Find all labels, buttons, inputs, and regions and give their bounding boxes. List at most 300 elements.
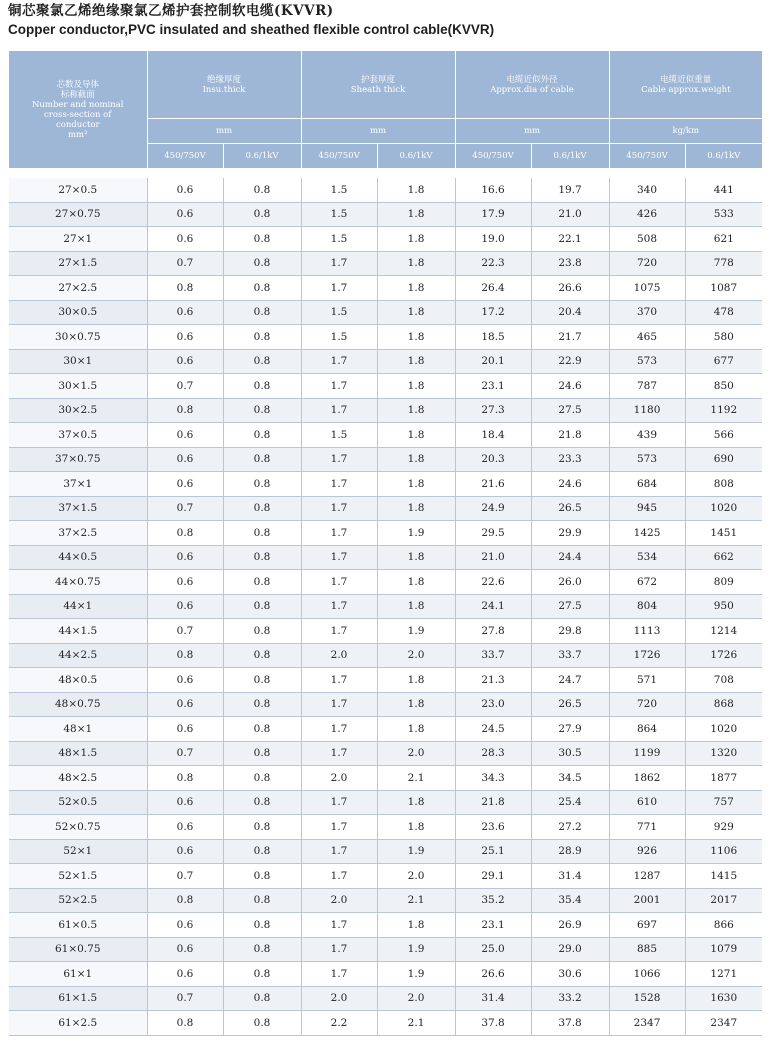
- table-row: [9, 178, 762, 202]
- table-cell: 1.8: [377, 447, 455, 472]
- table-cell: 26.4: [455, 276, 531, 301]
- table-cell: 21.3: [455, 668, 531, 693]
- table-cell: 0.8: [223, 839, 301, 864]
- table-cell: 26.5: [531, 496, 609, 521]
- row-core-section: 27×0.5: [9, 178, 147, 202]
- table-cell: 1.8: [377, 178, 455, 202]
- table-row: [9, 741, 762, 766]
- table-cell: 720: [609, 251, 685, 276]
- table-cell: 571: [609, 668, 685, 693]
- table-cell: 1.7: [301, 570, 377, 595]
- header-core-section: [9, 51, 147, 169]
- table-cell: 1075: [609, 276, 685, 301]
- table-cell: 1320: [685, 741, 762, 766]
- table-cell: 690: [685, 447, 762, 472]
- table-cell: 0.8: [223, 276, 301, 301]
- cable-spec-table-wrapper: [9, 51, 762, 1036]
- table-row: [9, 472, 762, 497]
- table-cell: 1726: [685, 643, 762, 668]
- row-core-section: 52×0.5: [9, 790, 147, 815]
- table-row: [9, 300, 762, 325]
- table-row: [9, 227, 762, 252]
- table-cell: 1877: [685, 766, 762, 791]
- table-row: [9, 251, 762, 276]
- table-row: [9, 423, 762, 448]
- table-cell: 0.8: [223, 937, 301, 962]
- table-cell: 809: [685, 570, 762, 595]
- table-cell: 0.6: [147, 545, 223, 570]
- table-cell: 0.7: [147, 619, 223, 644]
- table-cell: 2347: [685, 1011, 762, 1036]
- table-cell: 0.8: [223, 398, 301, 423]
- table-row: [9, 1011, 762, 1036]
- row-core-section: 48×1: [9, 717, 147, 742]
- table-cell: 1.5: [301, 300, 377, 325]
- table-row: [9, 202, 762, 227]
- header-unit-sheath: mm: [301, 119, 455, 144]
- table-row: [9, 668, 762, 693]
- table-cell: 441: [685, 178, 762, 202]
- table-cell: 0.8: [223, 717, 301, 742]
- header-voltage: 0.6/1kV: [377, 144, 455, 169]
- table-cell: 808: [685, 472, 762, 497]
- table-cell: 1.5: [301, 325, 377, 350]
- table-cell: 573: [609, 447, 685, 472]
- table-cell: 23.0: [455, 692, 531, 717]
- table-cell: 439: [609, 423, 685, 448]
- table-cell: 0.6: [147, 962, 223, 987]
- table-cell: 1066: [609, 962, 685, 987]
- table-cell: 677: [685, 349, 762, 374]
- table-row: [9, 962, 762, 987]
- table-cell: 23.1: [455, 374, 531, 399]
- table-cell: 1287: [609, 864, 685, 889]
- table-cell: 21.0: [455, 545, 531, 570]
- table-cell: 1214: [685, 619, 762, 644]
- table-body: [9, 178, 762, 1035]
- table-cell: 2.1: [377, 888, 455, 913]
- table-row: [9, 717, 762, 742]
- table-cell: 1113: [609, 619, 685, 644]
- table-cell: 1.7: [301, 692, 377, 717]
- row-core-section: 52×0.75: [9, 815, 147, 840]
- table-cell: 25.1: [455, 839, 531, 864]
- page-title-english: Copper conductor,PVC insulated and sheathed flexible control cable(KVVR): [8, 22, 495, 37]
- table-cell: 1862: [609, 766, 685, 791]
- table-cell: 37.8: [455, 1011, 531, 1036]
- table-cell: 1.7: [301, 864, 377, 889]
- table-cell: 0.8: [147, 521, 223, 546]
- table-cell: 1.8: [377, 276, 455, 301]
- table-cell: 0.7: [147, 986, 223, 1011]
- table-cell: 1271: [685, 962, 762, 987]
- table-cell: 2017: [685, 888, 762, 913]
- table-cell: 0.8: [223, 962, 301, 987]
- table-cell: 426: [609, 202, 685, 227]
- table-cell: 27.5: [531, 398, 609, 423]
- row-core-section: 37×0.75: [9, 447, 147, 472]
- table-cell: 25.0: [455, 937, 531, 962]
- table-cell: 465: [609, 325, 685, 350]
- table-cell: 29.9: [531, 521, 609, 546]
- row-core-section: 30×0.5: [9, 300, 147, 325]
- table-row: [9, 447, 762, 472]
- table-cell: 566: [685, 423, 762, 448]
- table-cell: 0.8: [223, 619, 301, 644]
- table-cell: 2.0: [377, 741, 455, 766]
- table-row: [9, 570, 762, 595]
- header-insulation-thickness: [147, 51, 301, 119]
- header-approx-weight: [609, 51, 762, 119]
- table-cell: 0.6: [147, 227, 223, 252]
- table-cell: 2.0: [301, 766, 377, 791]
- table-cell: 1020: [685, 496, 762, 521]
- table-cell: 610: [609, 790, 685, 815]
- table-cell: 1.7: [301, 668, 377, 693]
- table-cell: 37.8: [531, 1011, 609, 1036]
- header-approx-diameter: [455, 51, 609, 119]
- table-cell: 1.7: [301, 962, 377, 987]
- table-cell: 0.7: [147, 864, 223, 889]
- table-cell: 1.8: [377, 325, 455, 350]
- table-cell: 1.8: [377, 423, 455, 448]
- table-cell: 29.8: [531, 619, 609, 644]
- table-cell: 27.2: [531, 815, 609, 840]
- table-cell: 534: [609, 545, 685, 570]
- table-cell: 34.3: [455, 766, 531, 791]
- row-core-section: 44×1.5: [9, 619, 147, 644]
- table-row: [9, 594, 762, 619]
- header-weight-cn: 电缆近似重量: [660, 74, 712, 85]
- table-cell: 0.8: [223, 1011, 301, 1036]
- row-core-section: 27×2.5: [9, 276, 147, 301]
- table-cell: 21.7: [531, 325, 609, 350]
- row-core-section: 44×0.5: [9, 545, 147, 570]
- table-cell: 26.6: [531, 276, 609, 301]
- table-cell: 868: [685, 692, 762, 717]
- row-core-section: 52×1: [9, 839, 147, 864]
- row-core-section: 27×1.5: [9, 251, 147, 276]
- table-cell: 2.0: [377, 643, 455, 668]
- table-cell: 508: [609, 227, 685, 252]
- table-cell: 1.7: [301, 594, 377, 619]
- header-core-cn-1: 芯数及导体: [56, 79, 99, 90]
- table-cell: 1528: [609, 986, 685, 1011]
- table-cell: 1.8: [377, 815, 455, 840]
- table-cell: 33.7: [455, 643, 531, 668]
- table-cell: 0.8: [223, 447, 301, 472]
- table-cell: 0.6: [147, 839, 223, 864]
- table-cell: 22.1: [531, 227, 609, 252]
- table-cell: 804: [609, 594, 685, 619]
- table-cell: 573: [609, 349, 685, 374]
- row-core-section: 48×0.5: [9, 668, 147, 693]
- table-cell: 340: [609, 178, 685, 202]
- table-cell: 0.8: [147, 766, 223, 791]
- table-cell: 1.8: [377, 374, 455, 399]
- header-voltage: 0.6/1kV: [685, 144, 762, 169]
- table-cell: 0.8: [147, 888, 223, 913]
- page-title-chinese: 铜芯聚氯乙烯绝缘聚氯乙烯护套控制软电缆(KVVR): [8, 3, 334, 19]
- table-cell: 0.6: [147, 472, 223, 497]
- table-cell: 1.7: [301, 398, 377, 423]
- table-cell: 0.7: [147, 374, 223, 399]
- table-cell: 2001: [609, 888, 685, 913]
- table-row: [9, 325, 762, 350]
- table-cell: 0.8: [223, 864, 301, 889]
- table-cell: 22.9: [531, 349, 609, 374]
- table-cell: 1.8: [377, 496, 455, 521]
- table-cell: 697: [609, 913, 685, 938]
- table-cell: 21.0: [531, 202, 609, 227]
- table-cell: 0.6: [147, 815, 223, 840]
- table-cell: 0.6: [147, 717, 223, 742]
- table-cell: 1.7: [301, 619, 377, 644]
- header-core-en-1: Number and nominal: [31, 99, 124, 110]
- header-insulation-en: Insu.thick: [202, 84, 246, 95]
- table-cell: 0.8: [223, 521, 301, 546]
- table-cell: 0.6: [147, 913, 223, 938]
- table-row: [9, 864, 762, 889]
- table-row: [9, 815, 762, 840]
- table-cell: 2.0: [377, 986, 455, 1011]
- table-cell: 533: [685, 202, 762, 227]
- table-cell: 0.8: [223, 668, 301, 693]
- table-cell: 1.8: [377, 227, 455, 252]
- header-voltage: 450/750V: [609, 144, 685, 169]
- table-cell: 1425: [609, 521, 685, 546]
- row-core-section: 37×1.5: [9, 496, 147, 521]
- table-cell: 23.1: [455, 913, 531, 938]
- table-cell: 19.0: [455, 227, 531, 252]
- table-cell: 29.5: [455, 521, 531, 546]
- table-cell: 1.8: [377, 202, 455, 227]
- table-cell: 787: [609, 374, 685, 399]
- table-cell: 2.0: [377, 864, 455, 889]
- table-cell: 26.0: [531, 570, 609, 595]
- row-core-section: 48×1.5: [9, 741, 147, 766]
- table-cell: 0.8: [223, 766, 301, 791]
- table-cell: 24.6: [531, 472, 609, 497]
- table-row: [9, 839, 762, 864]
- table-cell: 2.1: [377, 1011, 455, 1036]
- table-row: [9, 937, 762, 962]
- table-cell: 21.8: [455, 790, 531, 815]
- header-voltage: 450/750V: [147, 144, 223, 169]
- table-cell: 1.9: [377, 619, 455, 644]
- table-cell: 1192: [685, 398, 762, 423]
- table-cell: 1.9: [377, 937, 455, 962]
- table-cell: 1.9: [377, 839, 455, 864]
- table-cell: 0.8: [223, 251, 301, 276]
- header-voltage: 450/750V: [455, 144, 531, 169]
- table-cell: 35.4: [531, 888, 609, 913]
- table-cell: 950: [685, 594, 762, 619]
- row-core-section: 30×2.5: [9, 398, 147, 423]
- table-cell: 0.8: [223, 692, 301, 717]
- table-row: [9, 398, 762, 423]
- header-sheath-thickness: [301, 51, 455, 119]
- table-cell: 27.5: [531, 594, 609, 619]
- row-core-section: 37×2.5: [9, 521, 147, 546]
- table-cell: 929: [685, 815, 762, 840]
- table-cell: 1.7: [301, 790, 377, 815]
- table-cell: 24.1: [455, 594, 531, 619]
- table-cell: 0.8: [223, 300, 301, 325]
- table-cell: 2.0: [301, 986, 377, 1011]
- header-sheath-cn: 护套厚度: [361, 74, 396, 85]
- table-cell: 866: [685, 913, 762, 938]
- table-cell: 1.5: [301, 178, 377, 202]
- table-cell: 2.0: [301, 643, 377, 668]
- table-cell: 1451: [685, 521, 762, 546]
- table-header: [9, 51, 762, 169]
- table-cell: 23.8: [531, 251, 609, 276]
- header-core-en-2: cross-section of: [44, 109, 112, 120]
- row-core-section: 27×0.75: [9, 202, 147, 227]
- table-row: [9, 349, 762, 374]
- table-cell: 1.7: [301, 447, 377, 472]
- table-cell: 26.9: [531, 913, 609, 938]
- table-cell: 1.5: [301, 423, 377, 448]
- table-row: [9, 986, 762, 1011]
- table-cell: 24.9: [455, 496, 531, 521]
- table-cell: 2.1: [377, 766, 455, 791]
- table-cell: 1.7: [301, 741, 377, 766]
- table-cell: 0.8: [223, 349, 301, 374]
- table-cell: 708: [685, 668, 762, 693]
- table-cell: 1.7: [301, 521, 377, 546]
- table-row: [9, 521, 762, 546]
- cable-spec-table: [9, 51, 762, 1036]
- row-core-section: 61×1: [9, 962, 147, 987]
- header-diameter-cn: 电缆近似外径: [506, 74, 558, 85]
- table-cell: 1.7: [301, 717, 377, 742]
- table-cell: 850: [685, 374, 762, 399]
- row-core-section: 61×2.5: [9, 1011, 147, 1036]
- table-cell: 1.8: [377, 570, 455, 595]
- table-cell: 478: [685, 300, 762, 325]
- table-cell: 30.5: [531, 741, 609, 766]
- table-cell: 621: [685, 227, 762, 252]
- table-cell: 771: [609, 815, 685, 840]
- table-row: [9, 276, 762, 301]
- table-cell: 24.5: [455, 717, 531, 742]
- header-unit-diameter: mm: [455, 119, 609, 144]
- table-cell: 31.4: [455, 986, 531, 1011]
- table-cell: 0.8: [223, 741, 301, 766]
- table-cell: 1.7: [301, 251, 377, 276]
- table-cell: 0.8: [147, 643, 223, 668]
- table-cell: 757: [685, 790, 762, 815]
- table-cell: 0.6: [147, 325, 223, 350]
- table-cell: 0.8: [223, 986, 301, 1011]
- row-core-section: 52×1.5: [9, 864, 147, 889]
- table-row: [9, 619, 762, 644]
- table-cell: 28.3: [455, 741, 531, 766]
- table-cell: 0.6: [147, 594, 223, 619]
- table-cell: 1020: [685, 717, 762, 742]
- table-cell: 29.1: [455, 864, 531, 889]
- table-cell: 16.6: [455, 178, 531, 202]
- table-cell: 0.8: [147, 276, 223, 301]
- table-cell: 0.7: [147, 741, 223, 766]
- table-cell: 22.3: [455, 251, 531, 276]
- table-cell: 2.0: [301, 888, 377, 913]
- table-cell: 20.4: [531, 300, 609, 325]
- table-cell: 684: [609, 472, 685, 497]
- table-cell: 720: [609, 692, 685, 717]
- header-unit-insulation: mm: [147, 119, 301, 144]
- table-cell: 1.8: [377, 692, 455, 717]
- table-cell: 0.8: [223, 570, 301, 595]
- table-cell: 31.4: [531, 864, 609, 889]
- table-cell: 864: [609, 717, 685, 742]
- table-cell: 1415: [685, 864, 762, 889]
- table-cell: 1.8: [377, 668, 455, 693]
- table-cell: 1.7: [301, 839, 377, 864]
- table-cell: 19.7: [531, 178, 609, 202]
- row-core-section: 48×0.75: [9, 692, 147, 717]
- table-cell: 0.6: [147, 447, 223, 472]
- table-cell: 0.8: [223, 202, 301, 227]
- table-cell: 1.7: [301, 913, 377, 938]
- table-cell: 1.8: [377, 300, 455, 325]
- table-cell: 26.6: [455, 962, 531, 987]
- table-cell: 0.8: [223, 545, 301, 570]
- table-cell: 24.7: [531, 668, 609, 693]
- table-cell: 0.6: [147, 937, 223, 962]
- table-cell: 35.2: [455, 888, 531, 913]
- table-cell: 23.3: [531, 447, 609, 472]
- table-cell: 0.8: [223, 643, 301, 668]
- header-core-cn-2: 标称截面: [60, 89, 95, 100]
- header-core-unit: mm²: [67, 129, 88, 140]
- table-cell: 21.8: [531, 423, 609, 448]
- table-cell: 1.7: [301, 496, 377, 521]
- table-cell: 0.8: [223, 374, 301, 399]
- table-row: [9, 888, 762, 913]
- table-cell: 18.5: [455, 325, 531, 350]
- table-cell: 0.7: [147, 496, 223, 521]
- table-cell: 370: [609, 300, 685, 325]
- table-row: [9, 692, 762, 717]
- table-cell: 0.8: [223, 790, 301, 815]
- table-cell: 28.9: [531, 839, 609, 864]
- table-cell: 0.8: [223, 888, 301, 913]
- table-cell: 24.6: [531, 374, 609, 399]
- table-cell: 0.6: [147, 668, 223, 693]
- row-core-section: 30×0.75: [9, 325, 147, 350]
- table-cell: 1.9: [377, 962, 455, 987]
- table-cell: 2347: [609, 1011, 685, 1036]
- table-cell: 0.8: [223, 227, 301, 252]
- table-cell: 33.7: [531, 643, 609, 668]
- header-voltage: 0.6/1kV: [223, 144, 301, 169]
- header-unit-weight: kg/km: [609, 119, 762, 144]
- table-cell: 0.6: [147, 178, 223, 202]
- table-cell: 0.8: [147, 1011, 223, 1036]
- table-cell: 1079: [685, 937, 762, 962]
- header-voltage: 0.6/1kV: [531, 144, 609, 169]
- row-core-section: 52×2.5: [9, 888, 147, 913]
- table-cell: 1.8: [377, 717, 455, 742]
- row-core-section: 44×0.75: [9, 570, 147, 595]
- table-cell: 1.8: [377, 251, 455, 276]
- table-cell: 1630: [685, 986, 762, 1011]
- table-cell: 1.8: [377, 913, 455, 938]
- header-spacer: [9, 169, 762, 179]
